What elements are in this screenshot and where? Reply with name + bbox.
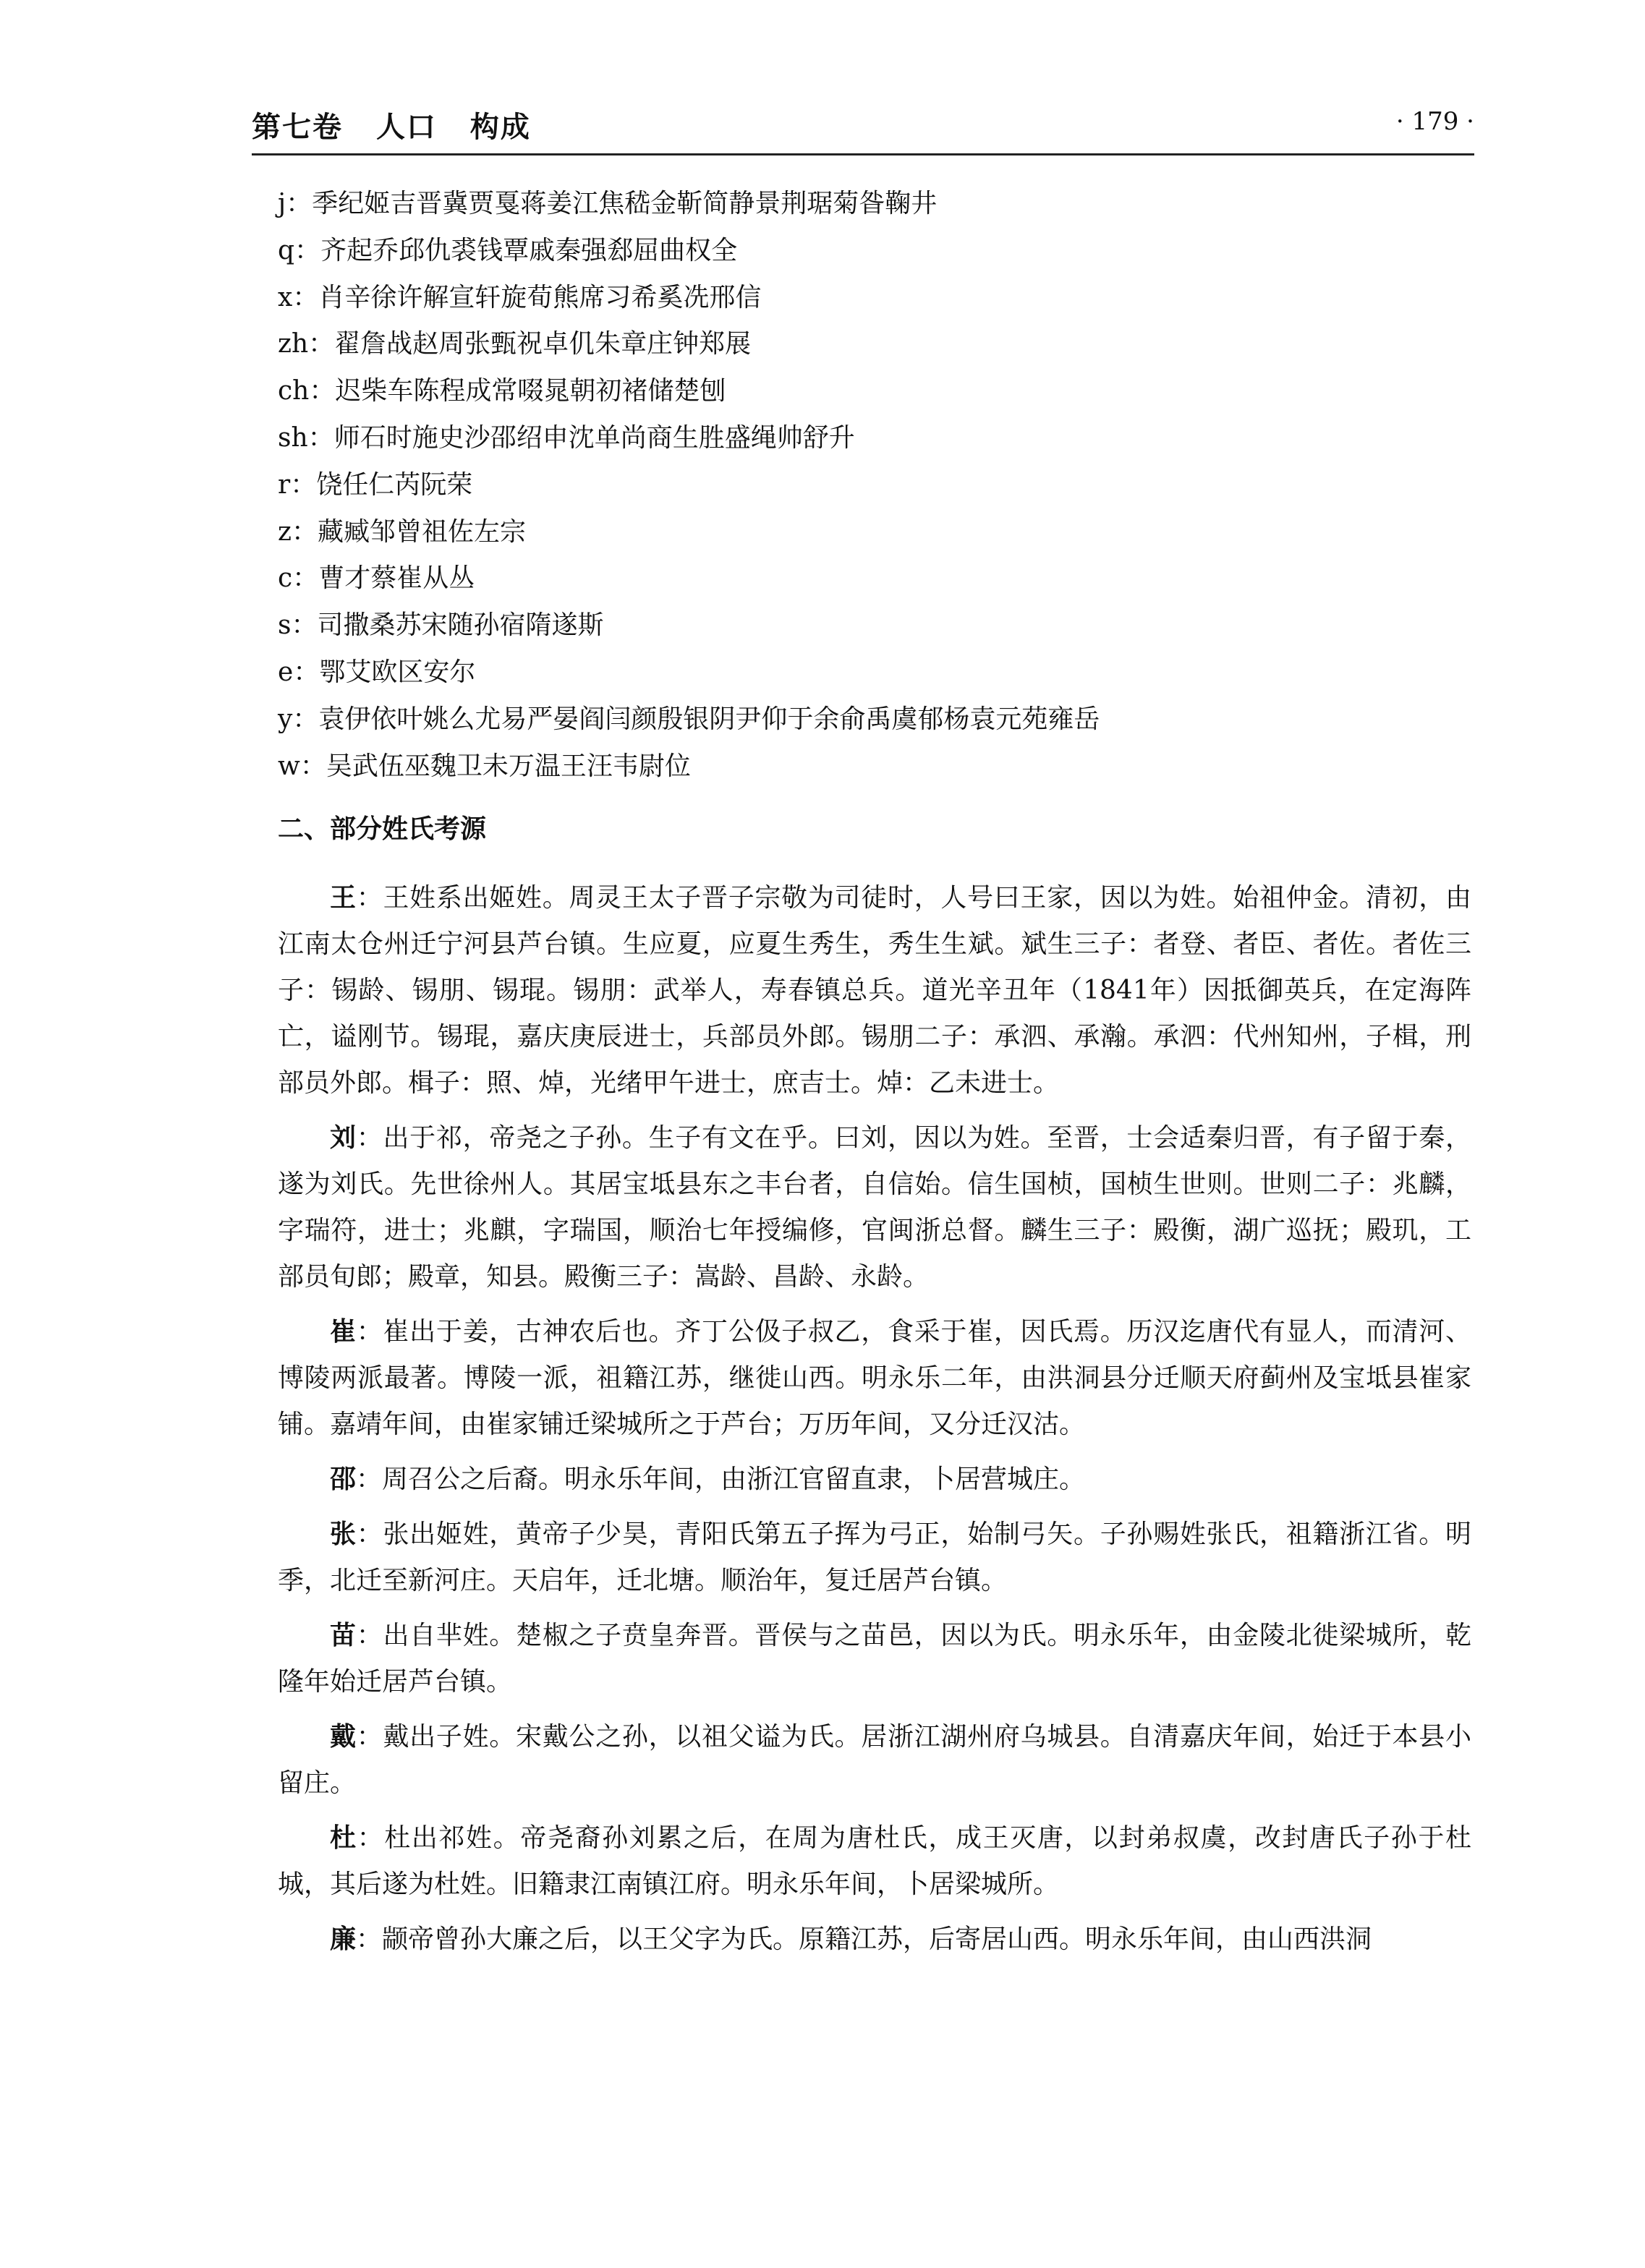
surname-group: 肖辛徐许解宣轩旋荀熊席习希奚冼邢信 xyxy=(318,282,762,312)
entry-surname: 王 xyxy=(330,883,357,913)
entry-surname: 杜 xyxy=(330,1823,357,1853)
surname-entry-lian: 廉：颛帝曾孙大廉之后，以王父字为氏。原籍江苏，后寄居山西。明永乐年间，由山西洪洞 xyxy=(330,1924,1372,1954)
surname-group: 曹才蔡崔从丛 xyxy=(318,563,475,594)
list-item: sh：师石时施史沙邵绍申沈单尚商生胜盛绳帅舒升 xyxy=(278,422,855,453)
initial-letter: w xyxy=(278,751,300,781)
surname-entry-du: 杜：杜出祁姓。帝尧裔孙刘累之后，在周为唐杜氏，成王灭唐，以封弟叔虞，改封唐氏子孙于杜城，其后遂为杜姓。旧籍隶江南镇江府。明永乐年间，卜居梁城所。 xyxy=(278,1823,1471,1899)
entry-text: 王姓系出姬姓。周灵王太子晋子宗敬为司徒时，人号曰王家，因以为姓。始祖仲金。清初，由江南太仓州迁宁河县芦台镇。生应夏，应夏生秀生，秀生生斌。斌生三子：者登、者臣、者佐。者佐三子：锡龄、锡朋、锡琨。锡朋：武举人，寿春镇总兵。道光辛丑年（1841年）因抵御英兵，在定海阵亡，谥刚节。锡琨，嘉庆庚辰进士，兵部员外郎。锡朋二子：承泗、承瀚。承泗：代州知州，子楫，刑部员外郎。楫子：照、焯，光绪甲午进士，庶吉士。焯：乙未进士。 xyxy=(278,883,1471,1098)
entry-text: 颛帝曾孙大廉之后，以王父字为氏。原籍江苏，后寄居山西。明永乐年间，由山西洪洞 xyxy=(382,1924,1372,1954)
list-item: y：袁伊依叶姚么尤易严晏阎闫颜殷银阴尹仰于余俞禹虞郁杨袁元苑雍岳 xyxy=(278,704,1100,734)
list-item: q：齐起乔邱仇裘钱覃戚秦强郄屈曲权全 xyxy=(278,235,738,265)
entry-surname: 邵 xyxy=(330,1465,357,1494)
surname-entry-zhang: 张：张出姬姓，黄帝子少昊，青阳氏第五子挥为弓正，始制弓矢。子孙赐姓张氏，祖籍浙江省。明季，北迁至新河庄。天启年，迁北塘。顺治年，复迁居芦台镇。 xyxy=(278,1519,1471,1595)
initials-list xyxy=(278,181,1471,790)
list-item: j：季纪姬吉晋冀贾戛蒋姜江焦嵇金靳简静景荆琚菊昝鞠井 xyxy=(278,189,938,218)
surname-entry-miao: 苗：出自芈姓。楚椒之子贲皇奔晋。晋侯与之苗邑，因以为氏。明永乐年，由金陵北徙梁城所，乾隆年始迁居芦台镇。 xyxy=(278,1621,1471,1697)
entry-text: 杜出祁姓。帝尧裔孙刘累之后，在周为唐杜氏，成王灭唐，以封弟叔虞，改封唐氏子孙于杜城，其后遂为杜姓。旧籍隶江南镇江府。明永乐年间，卜居梁城所。 xyxy=(278,1823,1471,1899)
initial-letter: zh xyxy=(278,329,309,359)
surname-group: 司撒桑苏宋随孙宿隋遂斯 xyxy=(317,610,604,641)
list-item: x：肖辛徐许解宣轩旋荀熊席习希奚冼邢信 xyxy=(278,282,762,312)
page-header xyxy=(252,104,1474,145)
surname-entry-dai: 戴：戴出子姓。宋戴公之孙，以祖父谥为氏。居浙江湖州府乌城县。自清嘉庆年间，始迁于本县小留庄。 xyxy=(278,1722,1471,1798)
entry-surname: 张 xyxy=(330,1519,357,1549)
section-heading: 二、部分姓氏考源 xyxy=(278,814,487,844)
subsection-label: 构成 xyxy=(469,111,531,144)
entry-text: 崔出于姜，古神农后也。齐丁公伋子叔乙，食采于崔，因氏焉。历汉迄唐代有显人，而清河、博陵两派最著。博陵一派，祖籍江苏，继徙山西。明永乐二年，由洪洞县分迁顺天府蓟州及宝坻县崔家铺。嘉靖年间，由崔家铺迁梁城所之于芦台；万历年间，又分迁汉沽。 xyxy=(278,1317,1471,1439)
entry-text: 出于祁，帝尧之子孙。生子有文在乎。曰刘，因以为姓。至晋，士会适秦归晋，有子留于秦，遂为刘氏。先世徐州人。其居宝坻县东之丰台者，自信始。信生国桢，国桢生世则。世则二子：兆麟，字瑞符，进士；兆麒，字瑞国，顺治七年授编修，官闽浙总督。麟生三子：殿衡，湖广巡抚；殿玑，工部员旬郎；殿章，知县。殿衡三子：嵩龄、昌龄、永龄。 xyxy=(278,1123,1471,1292)
entry-surname: 崔 xyxy=(330,1317,357,1347)
section-label: 人口 xyxy=(375,111,437,144)
surname-entries xyxy=(278,875,1471,1971)
surname-group: 迟柴车陈程成常啜晁朝初褚储楚刨 xyxy=(335,376,726,406)
page-number: · 179 · xyxy=(1395,107,1474,136)
initial-letter: sh xyxy=(278,422,308,453)
entry-surname: 苗 xyxy=(330,1621,357,1650)
list-item: e：鄂艾欧区安尔 xyxy=(278,657,476,687)
running-title xyxy=(252,104,553,145)
list-item: w：吴武伍巫魏卫未万温王汪韦尉位 xyxy=(278,751,691,781)
surname-group: 齐起乔邱仇裘钱覃戚秦强郄屈曲权全 xyxy=(320,235,738,265)
initial-letter: x xyxy=(278,282,293,312)
surname-group: 袁伊依叶姚么尤易严晏阎闫颜殷银阴尹仰于余俞禹虞郁杨袁元苑雍岳 xyxy=(318,704,1100,734)
initial-letter: q xyxy=(278,235,295,265)
entry-surname: 刘 xyxy=(330,1123,357,1153)
entry-surname: 廉 xyxy=(330,1924,357,1954)
surname-group: 吴武伍巫魏卫未万温王汪韦尉位 xyxy=(326,751,691,781)
surname-group: 翟詹战赵周张甄祝卓仉朱章庄钟郑展 xyxy=(334,329,752,359)
entry-text: 周召公之后裔。明永乐年间，由浙江官留直隶，卜居营城庄。 xyxy=(382,1465,1086,1494)
header-rule xyxy=(252,153,1474,155)
entry-text: 张出姬姓，黄帝子少昊，青阳氏第五子挥为弓正，始制弓矢。子孙赐姓张氏，祖籍浙江省。明季，北迁至新河庄。天启年，迁北塘。顺治年，复迁居芦台镇。 xyxy=(278,1519,1471,1595)
initial-letter: z xyxy=(278,516,292,547)
list-item: r：饶任仁芮阮荣 xyxy=(278,469,473,500)
surname-group: 季纪姬吉晋冀贾戛蒋姜江焦嵇金靳简静景荆琚菊昝鞠井 xyxy=(312,189,938,218)
entry-text: 出自芈姓。楚椒之子贲皇奔晋。晋侯与之苗邑，因以为氏。明永乐年，由金陵北徙梁城所，乾隆年始迁居芦台镇。 xyxy=(278,1621,1471,1697)
entry-surname: 戴 xyxy=(330,1722,357,1752)
initial-letter: e xyxy=(278,657,294,687)
surname-entry-shao: 邵：周召公之后裔。明永乐年间，由浙江官留直隶，卜居营城庄。 xyxy=(330,1465,1086,1494)
initial-letter: j xyxy=(278,189,286,218)
initial-letter: r xyxy=(278,469,291,500)
surname-group: 师石时施史沙邵绍申沈单尚商生胜盛绳帅舒升 xyxy=(333,422,855,453)
list-item: s：司撒桑苏宋随孙宿隋遂斯 xyxy=(278,610,604,641)
list-item: z：藏臧邹曾祖佐左宗 xyxy=(278,516,526,547)
surname-entry-wang: 王：王姓系出姬姓。周灵王太子晋子宗敬为司徒时，人号曰王家，因以为姓。始祖仲金。清初，由江南太仓州迁宁河县芦台镇。生应夏，应夏生秀生，秀生生斌。斌生三子：者登、者臣、者佐。者佐三子：锡龄、锡朋、锡琨。锡朋：武举人，寿春镇总兵。道光辛丑年（1841年）因抵御英兵，在定海阵亡，谥刚节。锡琨，嘉庆庚辰进士，兵部员外郎。锡朋二子：承泗、承瀚。承泗：代州知州，子楫，刑部员外郎。楫子：照、焯，光绪甲午进士，庶吉士。焯：乙未进士。 xyxy=(278,883,1471,1098)
initial-letter: y xyxy=(278,704,293,734)
surname-entry-cui: 崔：崔出于姜，古神农后也。齐丁公伋子叔乙，食采于崔，因氏焉。历汉迄唐代有显人，而清河、博陵两派最著。博陵一派，祖籍江苏，继徙山西。明永乐二年，由洪洞县分迁顺天府蓟州及宝坻县崔家铺。嘉靖年间，由崔家铺迁梁城所之于芦台；万历年间，又分迁汉沽。 xyxy=(278,1317,1471,1439)
initial-letter: s xyxy=(278,610,292,641)
surname-group: 藏臧邹曾祖佐左宗 xyxy=(317,516,526,547)
surname-entry-liu: 刘：出于祁，帝尧之子孙。生子有文在乎。曰刘，因以为姓。至晋，士会适秦归晋，有子留于秦，遂为刘氏。先世徐州人。其居宝坻县东之丰台者，自信始。信生国桢，国桢生世则。世则二子：兆麟，字瑞符，进士；兆麒，字瑞国，顺治七年授编修，官闽浙总督。麟生三子：殿衡，湖广巡抚；殿玑，工部员旬郎；殿章，知县。殿衡三子：嵩龄、昌龄、永龄。 xyxy=(278,1123,1471,1292)
initial-letter: c xyxy=(278,563,293,594)
list-item: c：曹才蔡崔从丛 xyxy=(278,563,475,594)
entry-text: 戴出子姓。宋戴公之孙，以祖父谥为氏。居浙江湖州府乌城县。自清嘉庆年间，始迁于本县小留庄。 xyxy=(278,1722,1471,1798)
surname-group: 饶任仁芮阮荣 xyxy=(316,469,473,500)
volume-label: 第七卷 xyxy=(252,111,343,144)
list-item: zh：翟詹战赵周张甄祝卓仉朱章庄钟郑展 xyxy=(278,329,752,359)
surname-group: 鄂艾欧区安尔 xyxy=(319,657,476,687)
list-item: ch：迟柴车陈程成常啜晁朝初褚储楚刨 xyxy=(278,376,726,406)
initial-letter: ch xyxy=(278,376,310,406)
